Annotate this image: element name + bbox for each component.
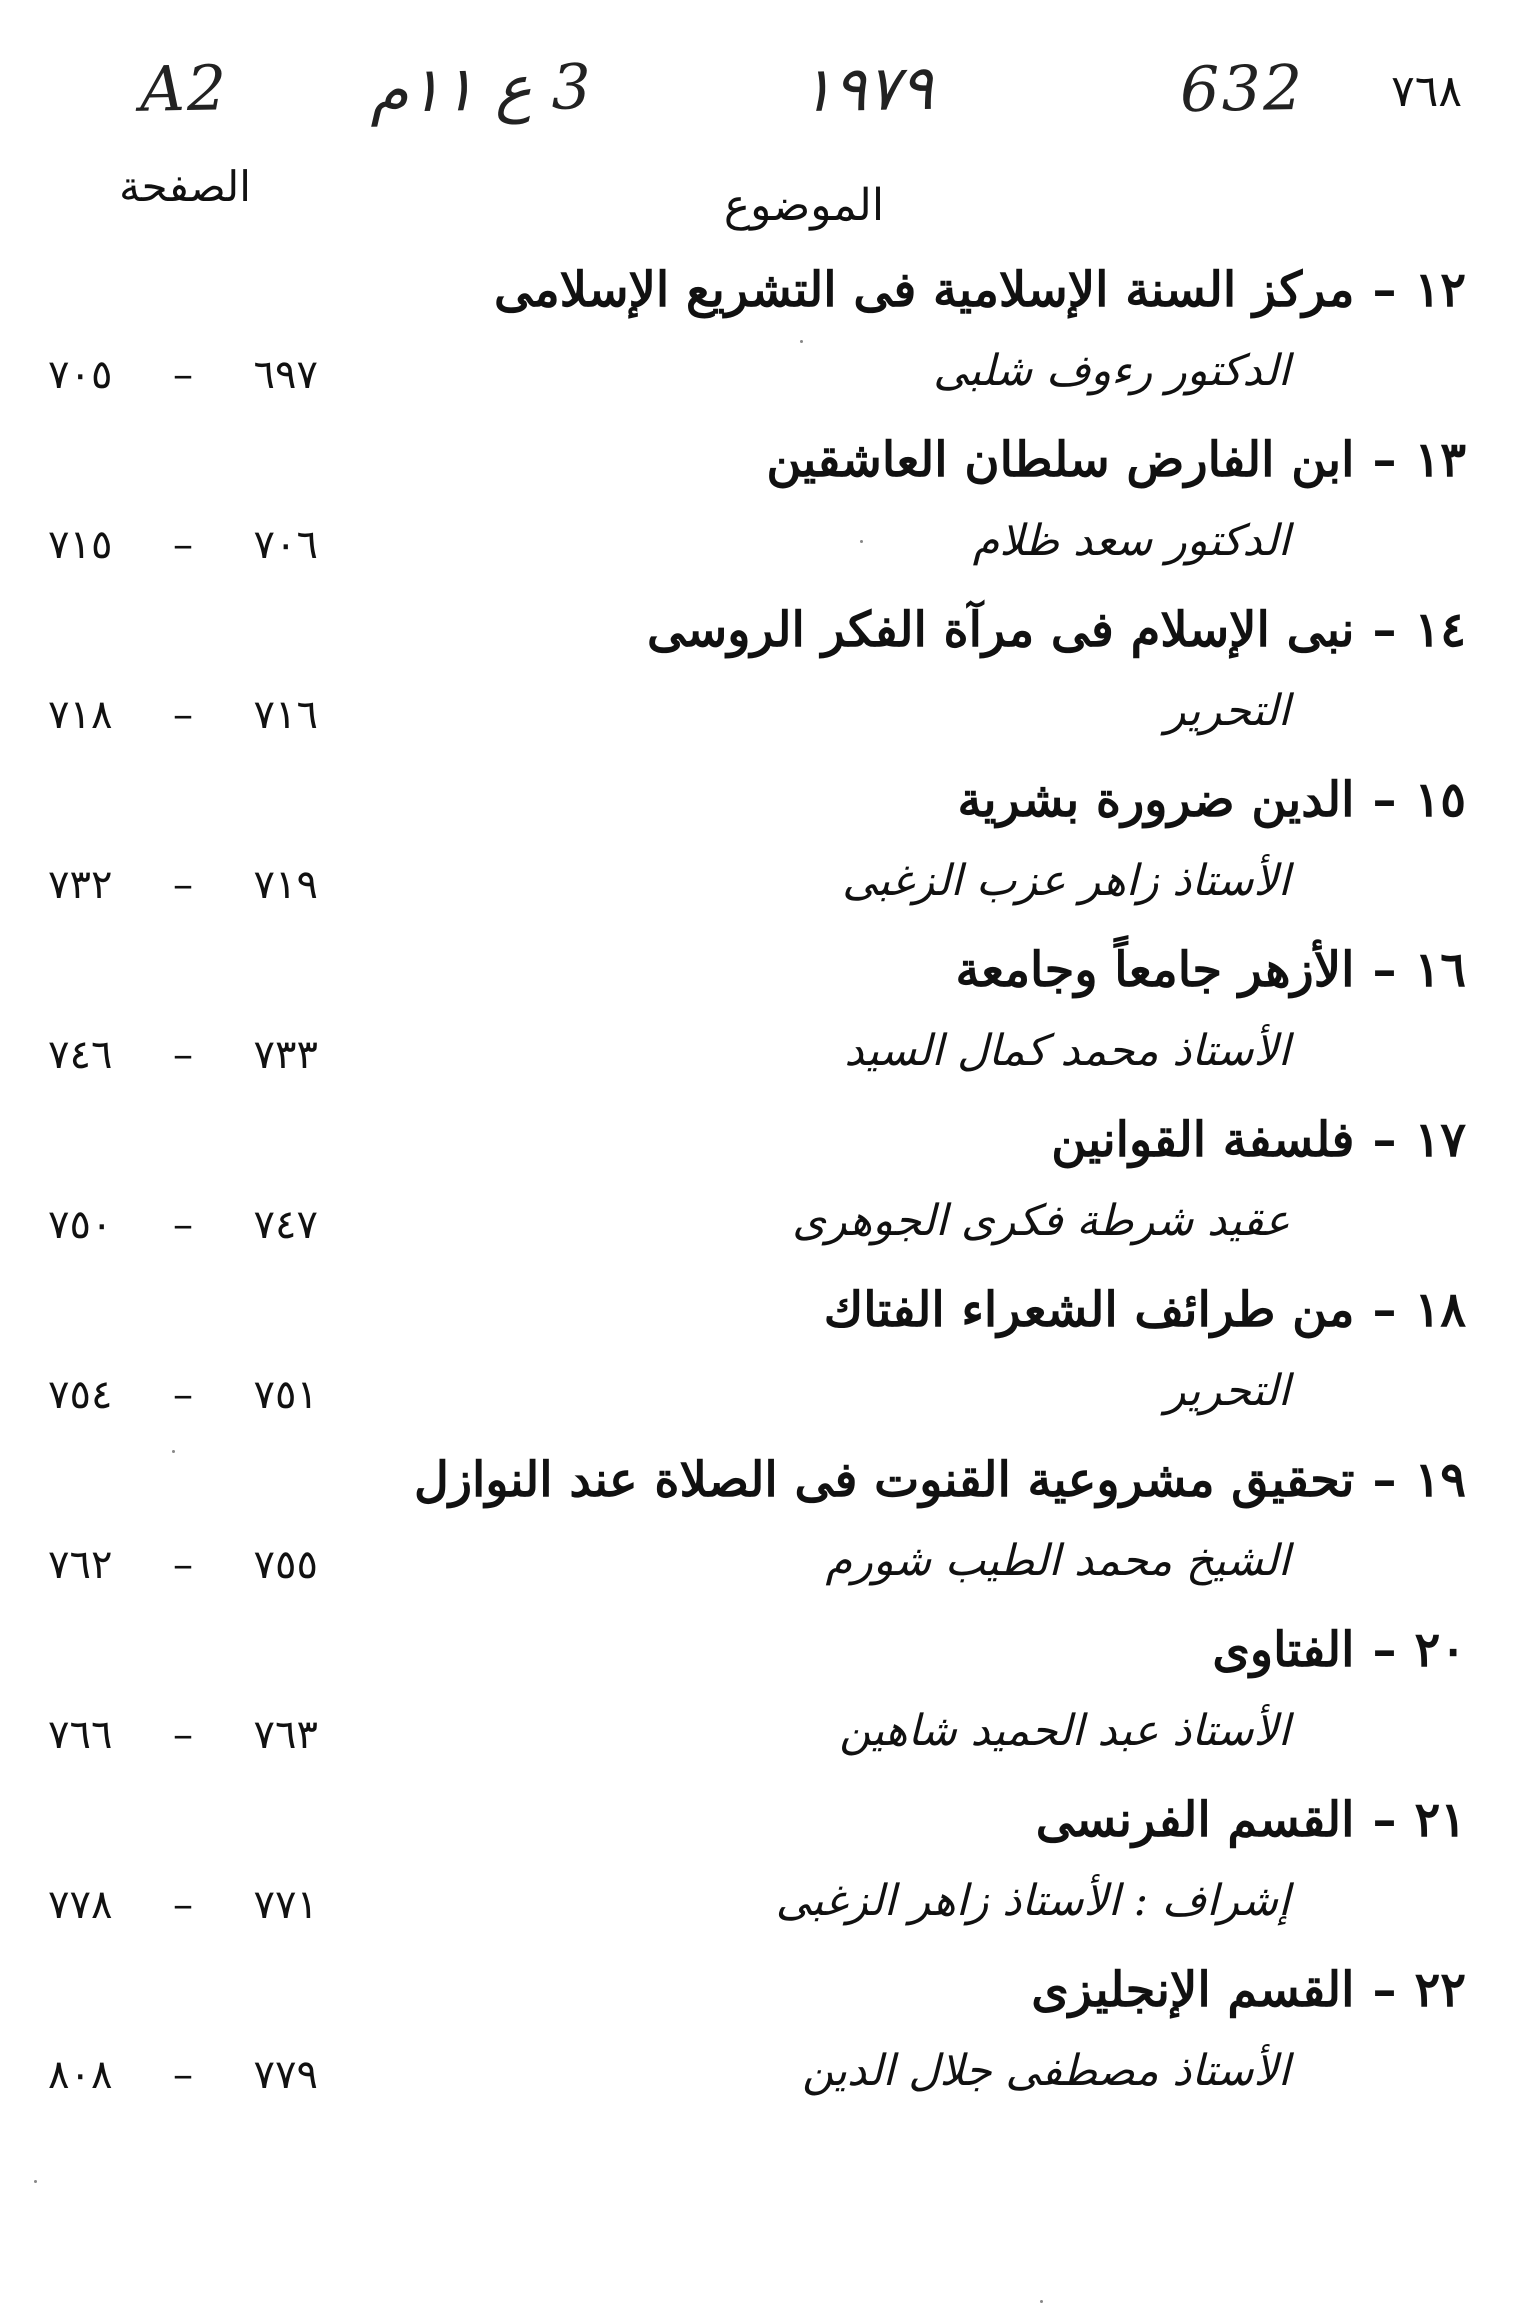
page-range-dash: – bbox=[173, 1032, 193, 1078]
entry-number: ١٨ bbox=[1414, 1282, 1466, 1338]
entry-page-range bbox=[48, 1372, 318, 1418]
paper-speck bbox=[860, 540, 863, 543]
page-range-dash: – bbox=[173, 522, 193, 568]
entry-page-range bbox=[48, 1542, 318, 1588]
entry-page-range bbox=[48, 522, 318, 568]
handwritten-ref-issue: 3 ع ١١م bbox=[369, 50, 592, 127]
entry-number: ١٣ bbox=[1414, 432, 1466, 488]
entry-author: إشراف : الأستاذ زاهر الزغبى bbox=[775, 1876, 1290, 1926]
page-range-end: ٧٧٨ bbox=[48, 1882, 113, 1928]
page-range-end: ٧٥٠ bbox=[48, 1202, 113, 1248]
entry-page-range bbox=[48, 352, 318, 398]
entry-dash: – bbox=[1372, 1792, 1397, 1848]
entry-author: التحرير bbox=[1164, 1366, 1290, 1416]
entry-author: الدكتور رءوف شلبى bbox=[933, 346, 1290, 396]
page-range-start: ٧٥٥ bbox=[253, 1542, 318, 1588]
toc-entry bbox=[0, 432, 1518, 602]
page-range-start: ٧١٦ bbox=[253, 692, 318, 738]
toc-entry-title-line bbox=[647, 602, 1466, 658]
handwritten-ref-a2: A2 bbox=[139, 51, 229, 126]
entry-dash: – bbox=[1372, 772, 1397, 828]
page-range-start: ٧٧١ bbox=[253, 1882, 318, 1928]
page-range-end: ٧٣٢ bbox=[48, 862, 113, 908]
column-header-topic: الموضوع bbox=[723, 180, 885, 231]
entry-author: الأستاذ عبد الحميد شاهين bbox=[839, 1706, 1290, 1756]
toc-entry bbox=[0, 772, 1518, 942]
toc-entry bbox=[0, 262, 1518, 432]
toc-entry bbox=[0, 1792, 1518, 1962]
entry-title: تحقيق مشروعية القنوت فى الصلاة عند النوازل bbox=[413, 1452, 1355, 1508]
toc-entry-title-line bbox=[766, 432, 1466, 488]
page-range-start: ٧٠٦ bbox=[253, 522, 318, 568]
entry-page-range bbox=[48, 862, 318, 908]
entry-title: الدين ضرورة بشرية bbox=[957, 772, 1355, 828]
entry-title: فلسفة القوانين bbox=[1051, 1112, 1355, 1168]
page-number: ٧٦٨ bbox=[1391, 66, 1462, 117]
entry-number: ١٦ bbox=[1414, 942, 1466, 998]
entry-number: ٢٠ bbox=[1414, 1622, 1466, 1678]
toc-entry-title-line bbox=[1036, 1792, 1466, 1848]
entry-dash: – bbox=[1372, 1622, 1397, 1678]
entry-dash: – bbox=[1372, 942, 1397, 998]
page-range-start: ٧٤٧ bbox=[253, 1202, 318, 1248]
entry-dash: – bbox=[1372, 1282, 1397, 1338]
toc-entry-title-line bbox=[957, 772, 1466, 828]
page-range-dash: – bbox=[173, 1882, 193, 1928]
paper-speck bbox=[34, 2180, 37, 2183]
page-range-dash: – bbox=[173, 862, 193, 908]
page-range-dash: – bbox=[173, 1542, 193, 1588]
column-header-page: الصفحة bbox=[119, 162, 251, 211]
toc-entry bbox=[0, 942, 1518, 1112]
entry-author: الأستاذ زاهر عزب الزغبى bbox=[842, 856, 1290, 906]
toc-entry bbox=[0, 1112, 1518, 1282]
table-of-contents bbox=[0, 262, 1518, 2132]
entry-title: الفتاوى bbox=[1212, 1622, 1355, 1678]
entry-number: ٢١ bbox=[1414, 1792, 1466, 1848]
toc-entry-title-line bbox=[824, 1282, 1466, 1338]
page-range-dash: – bbox=[173, 2052, 193, 2098]
page-range-end: ٧١٨ bbox=[48, 692, 113, 738]
page-range-start: ٧٧٩ bbox=[253, 2052, 318, 2098]
toc-entry-title-line bbox=[955, 942, 1466, 998]
entry-author: التحرير bbox=[1164, 686, 1290, 736]
page-range-end: ٧٦٢ bbox=[48, 1542, 113, 1588]
toc-entry-title-line bbox=[1051, 1112, 1466, 1168]
entry-title: القسم الإنجليزى bbox=[1031, 1962, 1355, 2018]
toc-entry-title-line bbox=[1031, 1962, 1466, 2018]
page-range-end: ٧١٥ bbox=[48, 522, 113, 568]
entry-dash: – bbox=[1372, 1452, 1397, 1508]
entry-number: ١٤ bbox=[1414, 602, 1466, 658]
entry-dash: – bbox=[1372, 432, 1397, 488]
page-range-end: ٧٦٦ bbox=[48, 1712, 113, 1758]
entry-title: مركز السنة الإسلامية فى التشريع الإسلامى bbox=[493, 262, 1355, 318]
entry-author: الأستاذ محمد كمال السيد bbox=[844, 1026, 1290, 1076]
entry-title: من طرائف الشعراء الفتاك bbox=[823, 1282, 1355, 1338]
page-range-end: ٨٠٨ bbox=[48, 2052, 113, 2098]
paper-speck bbox=[800, 340, 803, 343]
paper-speck bbox=[1040, 2300, 1043, 2303]
handwritten-ref-number: 632 bbox=[1179, 50, 1305, 127]
toc-entry bbox=[0, 602, 1518, 772]
toc-entry-title-line bbox=[414, 1452, 1466, 1508]
paper-speck bbox=[172, 1450, 175, 1453]
toc-entry bbox=[0, 1622, 1518, 1792]
entry-page-range bbox=[48, 2052, 318, 2098]
entry-number: ٢٢ bbox=[1414, 1962, 1466, 2018]
entry-number: ١٥ bbox=[1414, 772, 1466, 828]
entry-dash: – bbox=[1372, 1112, 1397, 1168]
entry-author: الدكتور سعد ظلام bbox=[972, 516, 1290, 566]
page-range-start: ٦٩٧ bbox=[253, 352, 318, 398]
entry-number: ١٩ bbox=[1414, 1452, 1466, 1508]
toc-entry bbox=[0, 1452, 1518, 1622]
toc-entry-title-line bbox=[494, 262, 1466, 318]
page-range-dash: – bbox=[173, 1202, 193, 1248]
entry-page-range bbox=[48, 1712, 318, 1758]
handwritten-ref-year: ١٩٧٩ bbox=[799, 50, 934, 127]
entry-dash: – bbox=[1372, 1962, 1397, 2018]
entry-dash: – bbox=[1372, 602, 1397, 658]
entry-author: الشيخ محمد الطيب شورم bbox=[825, 1536, 1290, 1586]
page-range-start: ٧٦٣ bbox=[253, 1712, 318, 1758]
page-range-start: ٧٣٣ bbox=[253, 1032, 318, 1078]
entry-title: الأزهر جامعاً وجامعة bbox=[955, 942, 1355, 998]
entry-author: عقيد شرطة فكرى الجوهرى bbox=[792, 1196, 1290, 1246]
page-range-end: ٧٥٤ bbox=[48, 1372, 113, 1418]
entry-page-range bbox=[48, 692, 318, 738]
entry-page-range bbox=[48, 1202, 318, 1248]
entry-page-range bbox=[48, 1032, 318, 1078]
page-range-dash: – bbox=[173, 352, 193, 398]
entry-title: نبى الإسلام فى مرآة الفكر الروسى bbox=[647, 602, 1355, 658]
page-range-start: ٧٥١ bbox=[253, 1372, 318, 1418]
page-range-dash: – bbox=[173, 1712, 193, 1758]
entry-title: القسم الفرنسى bbox=[1035, 1792, 1355, 1848]
entry-title: ابن الفارض سلطان العاشقين bbox=[766, 432, 1355, 488]
entry-number: ١٧ bbox=[1414, 1112, 1466, 1168]
page-range-dash: – bbox=[173, 1372, 193, 1418]
entry-number: ١٢ bbox=[1414, 262, 1466, 318]
page-range-end: ٧٠٥ bbox=[48, 352, 113, 398]
toc-entry bbox=[0, 1962, 1518, 2132]
entry-dash: – bbox=[1372, 262, 1397, 318]
entry-page-range bbox=[48, 1882, 318, 1928]
toc-entry bbox=[0, 1282, 1518, 1452]
toc-entry-title-line bbox=[1212, 1622, 1466, 1678]
entry-author: الأستاذ مصطفى جلال الدين bbox=[802, 2046, 1290, 2096]
page-range-end: ٧٤٦ bbox=[48, 1032, 113, 1078]
page-range-start: ٧١٩ bbox=[253, 862, 318, 908]
page-range-dash: – bbox=[173, 692, 193, 738]
